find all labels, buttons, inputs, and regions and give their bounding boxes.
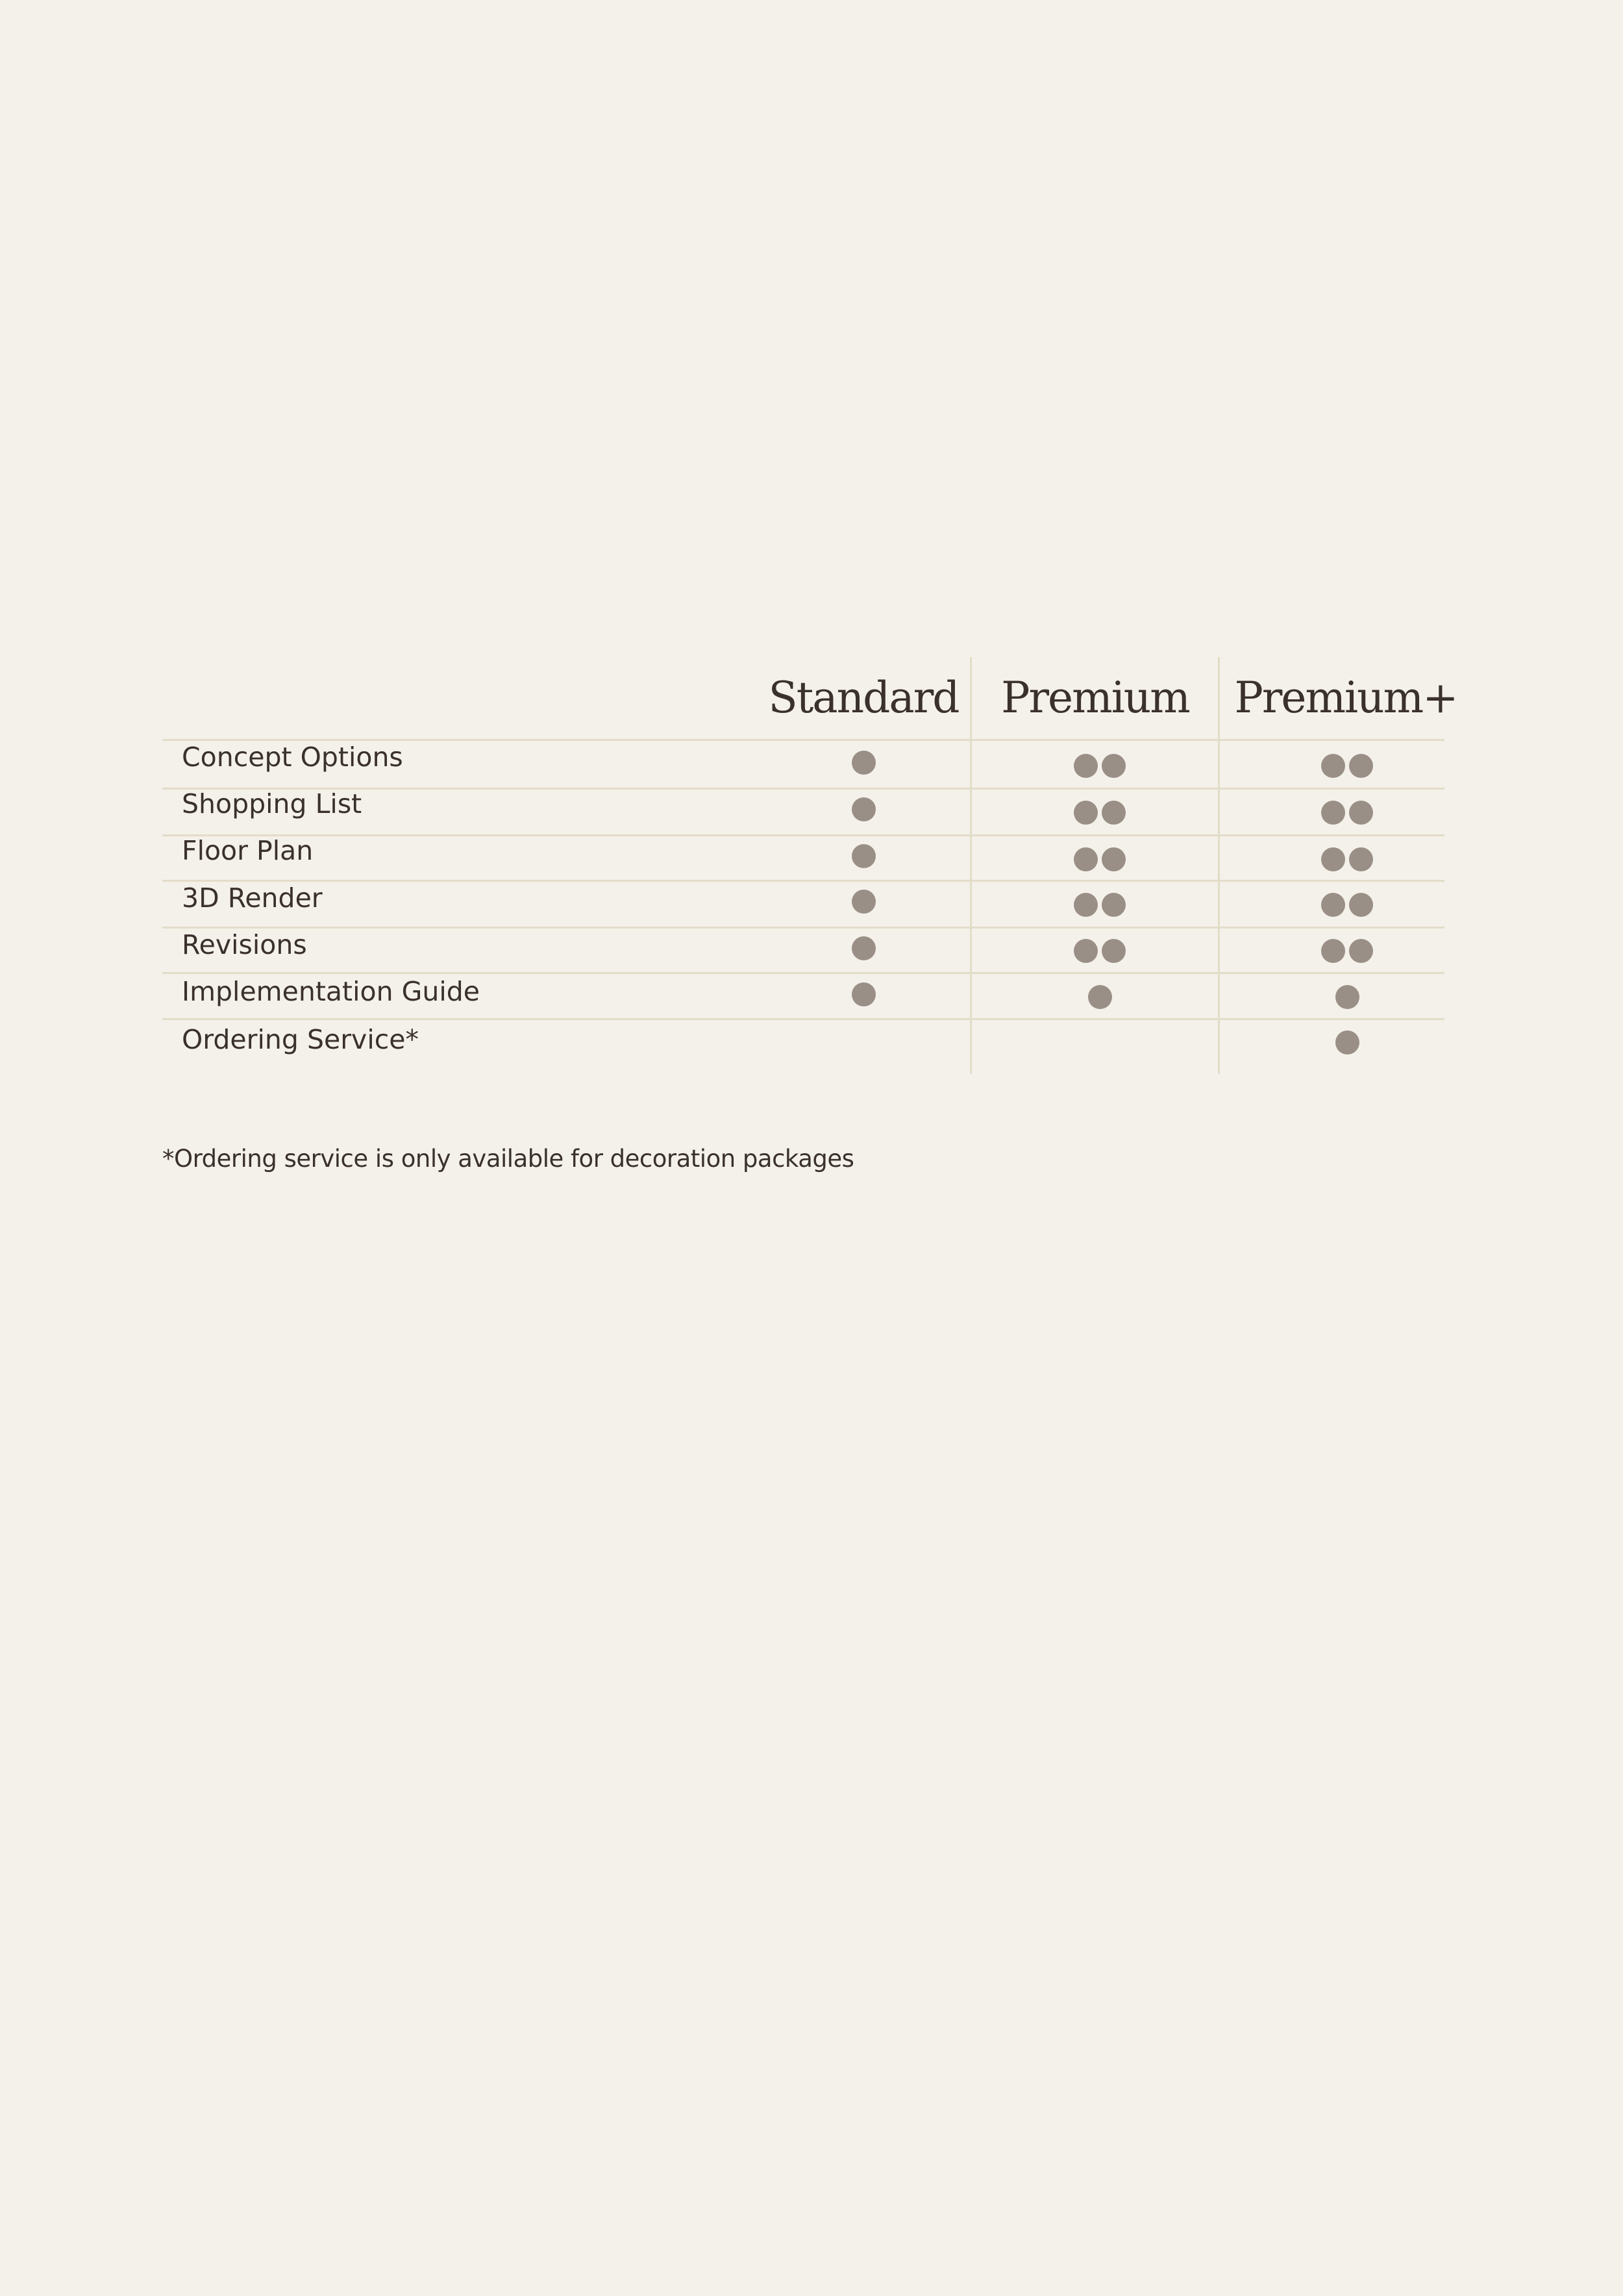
filled-dot-icon <box>1102 801 1126 825</box>
footnote: *Ordering service is only available for decoration packages <box>162 1145 854 1173</box>
feature-dots <box>1035 882 1165 927</box>
filled-dot-icon <box>1088 985 1112 1009</box>
filled-dot-icon <box>1321 801 1345 825</box>
filled-dot-icon <box>1321 893 1345 917</box>
column-header-premium-plus: Premium+ <box>1234 672 1457 723</box>
filled-dot-icon <box>1349 801 1373 825</box>
feature-dots <box>799 925 928 971</box>
feature-dots <box>1282 928 1412 973</box>
filled-dot-icon <box>1074 801 1098 825</box>
feature-dots <box>799 879 928 924</box>
row-label-3d-render: 3D Render <box>182 882 323 914</box>
column-divider <box>1218 657 1220 1074</box>
feature-dots <box>1035 1019 1165 1065</box>
filled-dot-icon <box>1102 893 1126 917</box>
feature-dots <box>1035 743 1165 788</box>
row-label-concept-options: Concept Options <box>182 742 403 773</box>
filled-dot-icon <box>852 844 876 868</box>
row-label-implementation-guide: Implementation Guide <box>182 976 480 1007</box>
filled-dot-icon <box>1074 754 1098 778</box>
filled-dot-icon <box>1349 893 1373 917</box>
filled-dot-icon <box>852 797 876 821</box>
filled-dot-icon <box>852 751 876 775</box>
feature-dots <box>1282 743 1412 788</box>
feature-dots <box>1282 836 1412 882</box>
feature-dots <box>799 971 928 1017</box>
feature-dots <box>1035 974 1165 1019</box>
feature-dots <box>1035 836 1165 882</box>
feature-dots <box>799 740 928 785</box>
row-label-revisions: Revisions <box>182 929 307 960</box>
filled-dot-icon <box>1074 847 1098 871</box>
column-divider <box>970 657 972 1074</box>
filled-dot-icon <box>852 982 876 1006</box>
row-label-ordering-service: Ordering Service* <box>182 1024 419 1055</box>
feature-dots <box>1035 790 1165 835</box>
filled-dot-icon <box>1335 1030 1359 1054</box>
feature-dots <box>1035 928 1165 973</box>
filled-dot-icon <box>1102 754 1126 778</box>
column-header-premium: Premium <box>1001 672 1189 723</box>
filled-dot-icon <box>1349 754 1373 778</box>
feature-dots <box>799 1019 928 1065</box>
filled-dot-icon <box>1321 754 1345 778</box>
row-label-shopping-list: Shopping List <box>182 788 362 819</box>
filled-dot-icon <box>1321 939 1345 963</box>
feature-dots <box>799 786 928 832</box>
column-header-standard: Standard <box>768 672 959 723</box>
filled-dot-icon <box>852 890 876 914</box>
row-label-floor-plan: Floor Plan <box>182 835 314 866</box>
filled-dot-icon <box>1102 939 1126 963</box>
filled-dot-icon <box>852 936 876 960</box>
filled-dot-icon <box>1074 939 1098 963</box>
filled-dot-icon <box>1074 893 1098 917</box>
filled-dot-icon <box>1102 847 1126 871</box>
feature-dots <box>1282 790 1412 835</box>
feature-dots <box>1282 1019 1412 1065</box>
filled-dot-icon <box>1349 847 1373 871</box>
feature-dots <box>799 833 928 879</box>
feature-dots <box>1282 974 1412 1019</box>
filled-dot-icon <box>1321 847 1345 871</box>
feature-dots <box>1282 882 1412 927</box>
filled-dot-icon <box>1335 985 1359 1009</box>
filled-dot-icon <box>1349 939 1373 963</box>
